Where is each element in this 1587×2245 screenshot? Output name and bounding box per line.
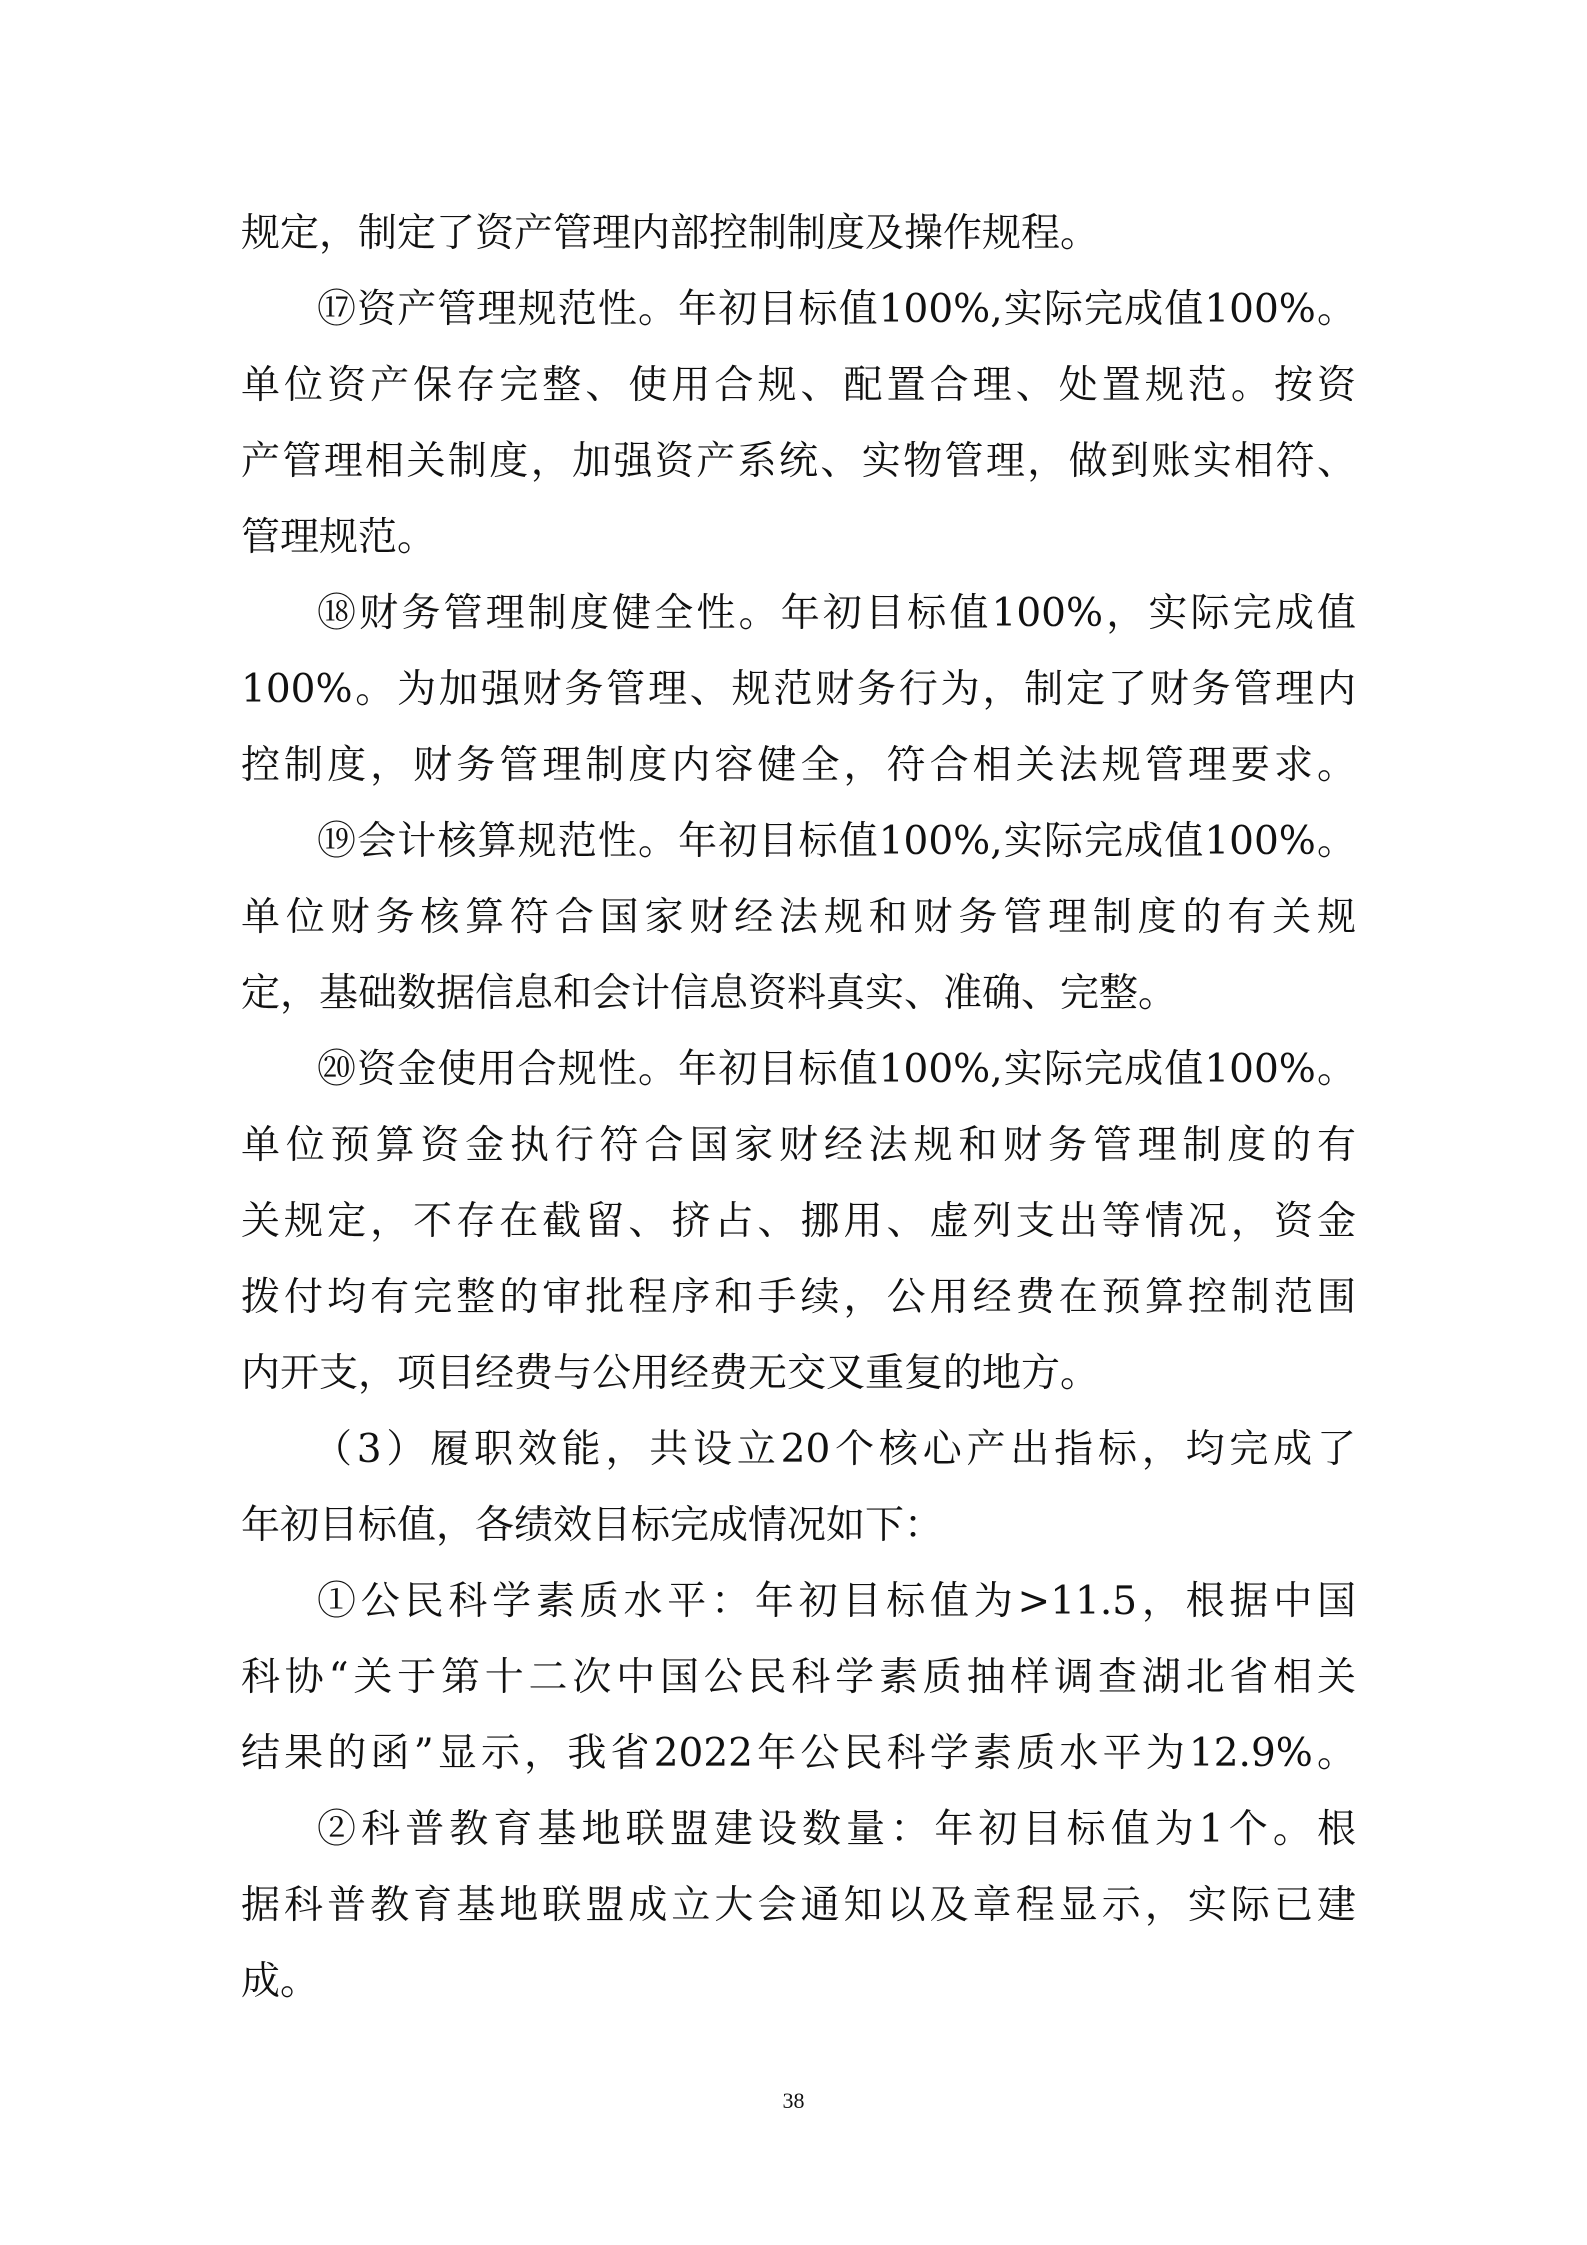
text-line: 单位资产保存完整、使用合规、配置合理、处置规范。按资 xyxy=(241,363,1356,408)
indicator-17-heading: ⑰资产管理规范性。年初目标值100%,实际完成值100%。 xyxy=(317,287,1356,332)
text-line: 年初目标值，各绩效目标完成情况如下： xyxy=(241,1503,944,1548)
text-line: 控制度，财务管理制度内容健全，符合相关法规管理要求。 xyxy=(241,743,1356,788)
item-1-heading: ①公民科学素质水平：年初目标值为>11.5，根据中国 xyxy=(317,1579,1356,1624)
text-line: 据科普教育基地联盟成立大会通知以及章程显示，实际已建 xyxy=(241,1883,1356,1928)
text-line: 成。 xyxy=(241,1959,320,2004)
text-line: 单位财务核算符合国家财经法规和财务管理制度的有关规 xyxy=(241,895,1356,940)
text-line: 100%。为加强财务管理、规范财务行为，制定了财务管理内 xyxy=(241,667,1356,712)
text-line: 定，基础数据信息和会计信息资料真实、准确、完整。 xyxy=(241,971,1178,1016)
indicator-18-heading: ⑱财务管理制度健全性。年初目标值100%，实际完成值 xyxy=(317,591,1356,636)
text-line: 拨付均有完整的审批程序和手续，公用经费在预算控制范围 xyxy=(241,1275,1356,1320)
text-line: 科协“关于第十二次中国公民科学素质抽样调查湖北省相关 xyxy=(241,1655,1356,1700)
text-line: 单位预算资金执行符合国家财经法规和财务管理制度的有 xyxy=(241,1123,1356,1168)
text-line: 规定，制定了资产管理内部控制制度及操作规程。 xyxy=(241,211,1100,256)
text-line: 产管理相关制度，加强资产系统、实物管理，做到账实相符、 xyxy=(241,439,1356,484)
indicator-19-heading: ⑲会计核算规范性。年初目标值100%,实际完成值100%。 xyxy=(317,819,1356,864)
text-line: 结果的函”显示，我省2022年公民科学素质水平为12.9%。 xyxy=(241,1731,1356,1776)
text-line: 内开支，项目经费与公用经费无交叉重复的地方。 xyxy=(241,1351,1100,1396)
item-2-heading: ②科普教育基地联盟建设数量：年初目标值为1个。根 xyxy=(317,1807,1356,1852)
text-line: 关规定，不存在截留、挤占、挪用、虚列支出等情况，资金 xyxy=(241,1199,1356,1244)
section-3-heading: （3）履职效能，共设立20个核心产出指标，均完成了 xyxy=(313,1427,1356,1472)
indicator-20-heading: ⑳资金使用合规性。年初目标值100%,实际完成值100%。 xyxy=(317,1047,1356,1092)
text-line: 管理规范。 xyxy=(241,515,437,560)
page-number: 38 xyxy=(782,2088,805,2113)
